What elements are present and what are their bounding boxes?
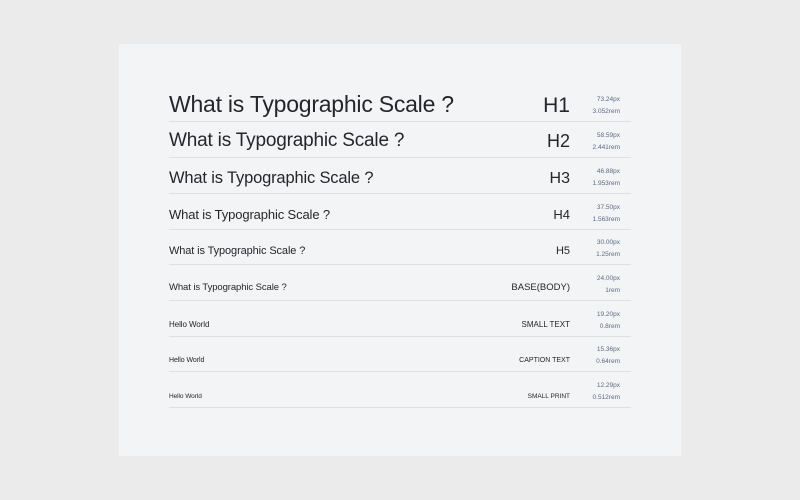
style-tag-h1: H1 [543,94,570,117]
size-rem-h2: 2.441rem [592,144,620,151]
typographic-scale-card [119,44,681,456]
sample-text-h4: What is Typographic Scale ? [169,207,331,222]
size-rem-small-print: 0.512rem [592,394,620,401]
style-tag-h3: H3 [549,170,570,187]
sample-text-small-text: Hello World [169,320,210,329]
style-tag-body: BASE(BODY) [511,282,570,293]
size-rem-small-text: 0.8rem [599,323,620,330]
scale-row-body [169,265,631,301]
size-px-h1: 73.24px [596,96,620,103]
sample-text-caption-text: Hello World [169,357,205,364]
size-rem-h4: 1.563rem [592,216,620,223]
style-tag-h4: H4 [553,207,570,222]
style-tag-caption-text: CAPTION TEXT [519,357,570,364]
size-px-h3: 46.88px [596,168,620,175]
sample-text-small-print: Hello World [169,393,202,400]
sample-text-body: What is Typographic Scale ? [169,282,287,293]
scale-row-h2 [169,122,631,158]
size-metrics-h1 [593,94,620,118]
scale-row-h3 [169,158,631,194]
style-tag-small-text: SMALL TEXT [521,320,570,329]
sample-text-h1: What is Typographic Scale ? [169,91,454,117]
size-rem-h5: 1.25rem [596,251,620,258]
scale-row-h1 [169,91,631,122]
style-tag-h2: H2 [546,131,570,151]
size-metrics-small-print [593,380,620,404]
size-metrics-h3 [593,166,620,190]
size-px-caption-text: 15.36px [596,346,620,353]
size-px-body: 24.00px [596,275,620,282]
size-metrics-body [597,273,620,297]
size-rem-h1: 3.052rem [592,108,620,115]
style-tag-h5: H5 [555,245,570,257]
scale-row-small-print [169,372,631,408]
size-metrics-h5 [596,237,620,261]
size-px-h4: 37.50px [596,204,620,211]
size-rem-caption-text: 0.64rem [596,358,620,365]
scale-row-h4 [169,194,631,230]
scale-row-caption-text [169,337,631,372]
size-px-h5: 30.00px [596,239,620,246]
size-rem-body: 1rem [605,287,620,294]
sample-text-h5: What is Typographic Scale ? [169,245,306,257]
style-tag-small-print: SMALL PRINT [527,393,570,400]
scale-row-h5 [169,230,631,265]
size-rem-h3: 1.953rem [592,180,620,187]
size-metrics-caption-text [596,344,620,368]
size-px-small-text: 19.20px [596,311,620,318]
size-metrics-h4 [593,202,620,226]
size-px-small-print: 12.29px [596,382,620,389]
sample-text-h2: What is Typographic Scale ? [169,130,405,151]
sample-text-h3: What is Typographic Scale ? [169,169,374,187]
size-metrics-small-text [597,309,620,333]
scale-row-small-text [169,301,631,337]
size-px-h2: 58.59px [596,132,620,139]
size-metrics-h2 [593,130,620,154]
